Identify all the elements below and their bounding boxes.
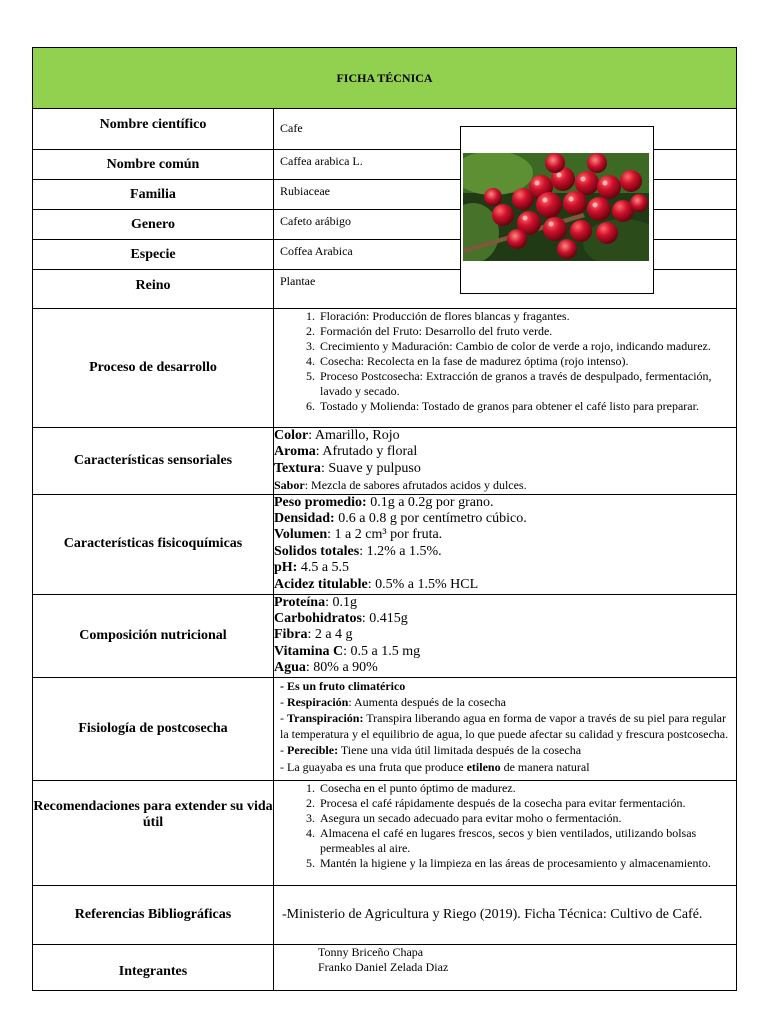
list-item: 6. Tostado y Molienda: Tostado de granos para obtener el café listo para preparar. [318,399,736,414]
row-nutricional [33,594,737,677]
coffee-photo-frame [460,126,654,294]
row-integrantes [33,944,737,990]
integrantes-cell [274,944,737,990]
row-referencias [33,885,737,944]
label-especie: Especie [33,240,274,270]
row-recomendaciones [33,780,737,885]
fisicoquimicas-cell [274,494,737,594]
value-reino: Plantae [274,270,737,309]
list-item: - Respiración: Aumenta después de la cosecha [280,694,506,709]
recomendaciones-list [274,781,736,871]
label-nombre-comun: Nombre común [33,150,274,180]
list-item: pH: 4.5 a 5.5 [274,560,350,576]
label-integrantes: Integrantes [33,944,274,990]
label-nutricional: Composición nutricional [33,594,274,677]
row-sensoriales [33,428,737,495]
coffee-cherries-photo [463,153,649,261]
list-item: 4. Almacena el café en lugares frescos, secos y bien ventilados, utilizando bolsas permeables al aire. [318,826,736,856]
list-item: Franko Daniel Zelada Diaz [318,959,449,974]
list-item: 1. Floración: Producción de flores blancas y fragantes. [318,309,736,324]
list-item: 1. Cosecha en el punto óptimo de madurez. [318,781,736,796]
label-referencias: Referencias Bibliográficas [33,885,274,944]
list-item: Sabor: Mezcla de sabores afrutados acidos y dulces. [274,478,527,493]
row-proceso-desarrollo [33,309,737,428]
list-item: Volumen: 1 a 2 cm³ por fruta. [274,527,443,543]
value-genero: Cafeto arábigo [274,210,737,240]
value-referencias: -Ministerio de Agricultura y Riego (2019). Ficha Técnica: Cultivo de Café. [274,885,737,944]
label-fisicoquimicas: Características fisicoquímicas [33,494,274,594]
list-item: 3. Asegura un secado adecuado para evitar moho o fermentación. [318,811,736,826]
list-item: Carbohidratos: 0.415g [274,611,408,627]
list-item: - La guayaba es una fruta que produce etileno de manera natural [280,759,590,774]
sensoriales-cell [274,428,737,495]
list-item: Acidez titulable: 0.5% a 1.5% HCL [274,576,479,592]
proceso-list-cell [274,309,737,428]
list-item: Fibra: 2 a 4 g [274,627,353,643]
list-item: Densidad: 0.6 a 0.8 g por centímetro cúbico. [274,511,527,527]
label-familia: Familia [33,180,274,210]
value-nombre-comun: Caffea arabica L. [274,150,737,180]
sheet-title: FICHA TÉCNICA [33,48,737,109]
list-item: Agua: 80% a 90% [274,660,378,676]
row-fisicoquimicas [33,494,737,594]
list-item: - Transpiración: Transpira liberando agua en forma de vapor a través de su piel para regular la temperatura y el equilibrio de agua, lo que puede afectar su calidad y frescura postcosecha. [280,711,729,742]
list-item: Peso promedio: 0.1g a 0.2g por grano. [274,494,494,510]
value-especie: Coffea Arabica [274,240,737,270]
list-item: Textura: Suave y pulpuso [274,460,421,476]
recomendaciones-list-cell [274,780,737,885]
list-item: Vitamina C: 0.5 a 1.5 mg [274,643,421,659]
proceso-list [274,309,736,414]
label-sensoriales: Características sensoriales [33,428,274,495]
list-item: Tonny Briceño Chapa [318,944,424,959]
list-item: 2. Procesa el café rápidamente después de la cosecha para evitar fermentación. [318,796,736,811]
list-item: - Perecible: Tiene una vida útil limitada después de la cosecha [280,743,582,758]
value-familia: Rubiaceae [274,180,737,210]
list-item: Solidos totales: 1.2% a 1.5%. [274,543,442,559]
label-reino: Reino [33,270,274,309]
list-item: 3. Crecimiento y Maduración: Cambio de color de verde a rojo, indicando madurez. [318,339,736,354]
postcosecha-cell [274,677,737,780]
list-item: Proteína: 0.1g [274,594,357,610]
list-item: - Es un fruto climatérico [280,678,406,693]
label-recomendaciones: Recomendaciones para extender su vida útil [33,780,274,885]
label-genero: Genero [33,210,274,240]
list-item: 4. Cosecha: Recolecta en la fase de madurez óptima (rojo intenso). [318,354,736,369]
label-proceso-desarrollo: Proceso de desarrollo [33,309,274,428]
value-nombre-cientifico: Cafe [274,109,737,150]
list-item: Aroma: Afrutado y floral [274,444,418,460]
list-item: 5. Mantén la higiene y la limpieza en las áreas de procesamiento y almacenamiento. [318,856,736,871]
header-row [33,48,737,109]
list-item: Color: Amarillo, Rojo [274,428,400,443]
row-postcosecha [33,677,737,780]
label-postcosecha: Fisiología de postcosecha [33,677,274,780]
list-item: 2. Formación del Fruto: Desarrollo del fruto verde. [318,324,736,339]
label-nombre-cientifico: Nombre científico [33,109,274,150]
nutricional-cell [274,594,737,677]
list-item: 5. Proceso Postcosecha: Extracción de granos a través de despulpado, fermentación, lavado y secado. [318,369,736,399]
